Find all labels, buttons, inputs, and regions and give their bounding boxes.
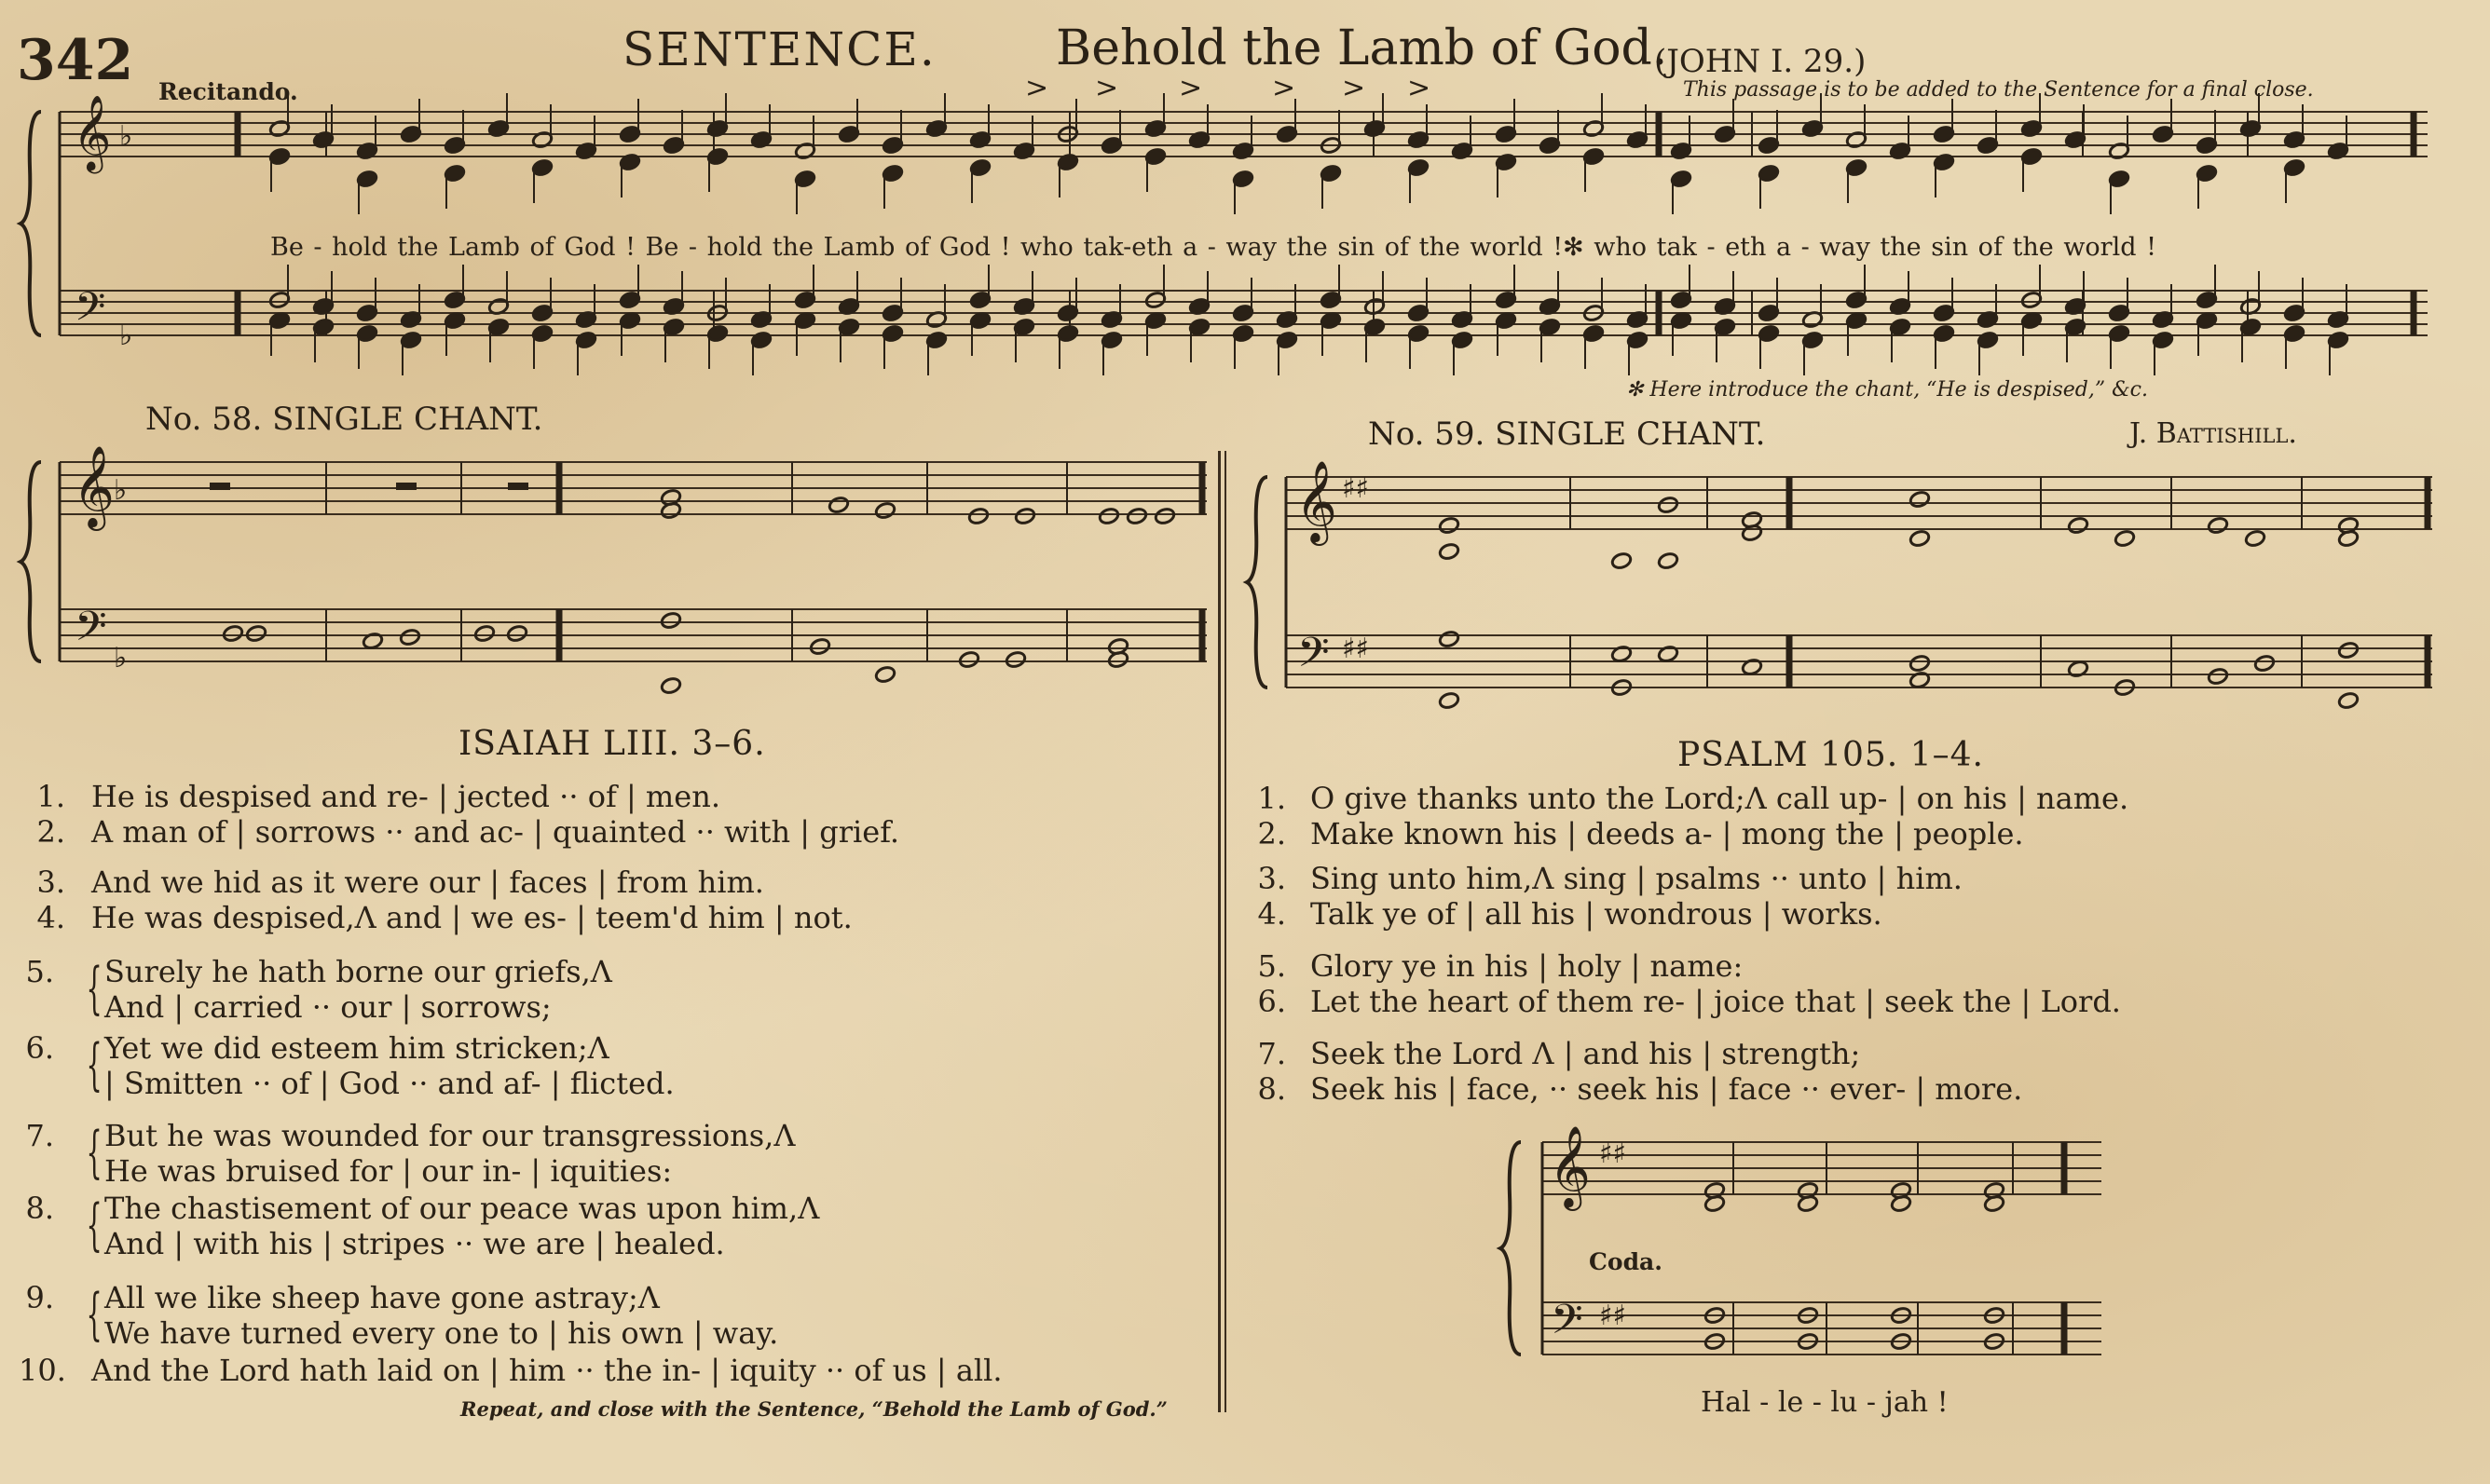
note-head bbox=[1909, 490, 1931, 509]
chant-58-verse-text: All we like sheep have gone astray;Λ bbox=[104, 1280, 660, 1315]
chant-59-verse-number: 5. bbox=[1257, 948, 1286, 984]
note-head bbox=[1438, 691, 1460, 710]
chant-58-verse-text: The chastisement of our peace was upon him,Λ bbox=[104, 1191, 820, 1226]
chant-58-heading: ISAIAH LIII. 3–6. bbox=[458, 725, 766, 763]
bass-clef: 𝄢 bbox=[1297, 628, 1330, 687]
chant-58-verse-text: Yet we did esteem him stricken;Λ bbox=[104, 1030, 609, 1066]
chant-58-verse-number: 4. bbox=[36, 900, 65, 935]
chant-59-verse-text: O give thanks unto the Lord;Λ call up- | on his | name. bbox=[1310, 781, 2129, 816]
note-head bbox=[809, 637, 831, 656]
note-head bbox=[874, 501, 896, 520]
chant-59-verse-number: 8. bbox=[1257, 1071, 1286, 1107]
note-head bbox=[245, 624, 267, 643]
chant-59-verse-number: 1. bbox=[1257, 781, 1286, 816]
chant-58-verse-number: 10. bbox=[19, 1353, 66, 1388]
chant-59-verse-number: 6. bbox=[1257, 984, 1286, 1019]
treble-clef: 𝄞 bbox=[73, 94, 112, 170]
sentence-title: SENTENCE. bbox=[622, 22, 937, 76]
note-head bbox=[1610, 551, 1633, 570]
note-head bbox=[1657, 551, 1679, 570]
chant-58-verse-text: And we hid as it were our | faces | from him. bbox=[91, 865, 764, 900]
note-head bbox=[1657, 496, 1679, 514]
bass-clef: 𝄢 bbox=[1551, 1295, 1583, 1354]
note-head bbox=[1126, 507, 1148, 525]
score-brace bbox=[21, 462, 41, 661]
chant-58-verse-text: He was bruised for | our in- | iquities: bbox=[104, 1153, 673, 1189]
sharp-sign: ♯♯ bbox=[1342, 633, 1370, 665]
chant-59-verse-text: Sing unto him,Λ sing | psalms ·· unto | him. bbox=[1310, 861, 1963, 896]
chant-59-composer: J. Battishill. bbox=[2129, 417, 2297, 450]
chant-59-verse-number: 3. bbox=[1257, 861, 1286, 896]
coda-lyric: Hal - le - lu - jah ! bbox=[1701, 1386, 1949, 1419]
chant-58-label: No. 58. SINGLE CHANT. bbox=[145, 401, 543, 438]
note-head bbox=[1909, 529, 1931, 548]
chant-58-verse-text: We have turned every one to | his own | way. bbox=[104, 1315, 779, 1351]
flat-sign: ♭ bbox=[114, 642, 128, 674]
sentence-subtitle: Behold the Lamb of God. bbox=[1056, 20, 1668, 76]
note-head bbox=[2253, 654, 2276, 673]
chant-58-verse-text: A man of | sorrows ·· and ac- | quainted ·· with | grief. bbox=[91, 814, 900, 850]
chant-58-verse-text: He is despised and re- | jected ·· of | men. bbox=[91, 779, 720, 814]
note-head bbox=[1438, 542, 1460, 561]
accent-mark: > bbox=[1179, 72, 1203, 104]
note-head bbox=[2207, 667, 2229, 686]
chant-58-verse-number: 6. bbox=[25, 1030, 54, 1066]
chant-58-verse-brace: { bbox=[86, 1192, 103, 1258]
treble-clef: 𝄞 bbox=[1295, 459, 1337, 542]
accent-mark: > bbox=[1342, 72, 1366, 104]
note-head bbox=[958, 650, 980, 669]
score-brace bbox=[1500, 1142, 1521, 1355]
chant-59-label: No. 59. SINGLE CHANT. bbox=[1368, 415, 1766, 453]
final-close-note: This passage is to be added to the Sentence for a final close. bbox=[1683, 78, 2314, 102]
tempo-marking: Recitando. bbox=[158, 78, 298, 105]
chant-59-verse-text: Make known his | deeds a- | mong the | people. bbox=[1310, 816, 2024, 851]
chant-58-verse-text: | Smitten ·· of | God ·· and af- | flicted. bbox=[104, 1066, 675, 1101]
chant-58-verse-text: And the Lord hath laid on | him ·· the in- | iquity ·· of us | all. bbox=[91, 1353, 1003, 1388]
chant-58-verse-number: 8. bbox=[25, 1191, 54, 1226]
note-head bbox=[506, 624, 528, 643]
chant-58-verse-text: He was despised,Λ and | we es- | teem'd him | not. bbox=[91, 900, 853, 935]
bass-clef: 𝄢 bbox=[75, 602, 107, 660]
note-head bbox=[1014, 507, 1036, 525]
sharp-sign: ♯♯ bbox=[1599, 1300, 1627, 1332]
accent-mark: > bbox=[1407, 72, 1431, 104]
chant-59-verse-text: Seek his | face, ·· seek his | face ·· ever- | more. bbox=[1310, 1071, 2023, 1107]
scripture-reference: (JOHN I. 29.) bbox=[1654, 43, 1867, 80]
chant-59-verse-number: 7. bbox=[1257, 1036, 1286, 1071]
note-head bbox=[222, 624, 244, 643]
note-head bbox=[874, 665, 896, 684]
rest bbox=[396, 483, 417, 490]
chant-58-verse-brace: { bbox=[86, 1282, 103, 1347]
note-head bbox=[1154, 507, 1176, 525]
treble-clef: 𝄞 bbox=[1549, 1124, 1591, 1207]
sharp-sign: ♯♯ bbox=[1599, 1137, 1627, 1170]
flat-sign: ♭ bbox=[119, 120, 133, 153]
note-head bbox=[2337, 641, 2360, 660]
chant-58-verse-number: 2. bbox=[36, 814, 65, 850]
chant-58-verse-text: Surely he hath borne our griefs,Λ bbox=[104, 954, 612, 989]
note-head bbox=[660, 611, 682, 630]
repeat-note: Repeat, and close with the Sentence, “Behold the Lamb of God.” bbox=[460, 1397, 1168, 1421]
page-number: 342 bbox=[17, 28, 134, 93]
flat-sign: ♭ bbox=[114, 474, 128, 507]
note-head bbox=[2067, 516, 2089, 535]
bass-clef: 𝄢 bbox=[75, 284, 106, 340]
chant-59-verse-text: Seek the Lord Λ | and his | strength; bbox=[1310, 1036, 1861, 1071]
chant-58-verse-number: 9. bbox=[25, 1280, 54, 1315]
chant-58-verse-number: 1. bbox=[36, 779, 65, 814]
rest bbox=[508, 483, 528, 490]
accent-mark: > bbox=[1272, 72, 1296, 104]
note-head bbox=[2337, 691, 2360, 710]
sentence-lyrics: Be - hold the Lamb of God ! Be - hold the Lamb of God ! who tak-eth a - way the sin of the world !✻ who tak - eth a - way the sin of the world ! bbox=[270, 233, 2156, 262]
chant-59-heading: PSALM 105. 1–4. bbox=[1677, 736, 1984, 774]
sentence-footnote: ✻ Here introduce the chant, “He is despised,” &c. bbox=[1626, 378, 2148, 402]
coda-label: Coda. bbox=[1589, 1248, 1662, 1275]
note-head bbox=[967, 507, 990, 525]
note-head bbox=[660, 676, 682, 695]
note-head bbox=[1438, 630, 1460, 648]
chant-58-verse-brace: { bbox=[86, 956, 103, 1021]
chant-59-verse-text: Let the heart of them re- | joice that | seek the | Lord. bbox=[1310, 984, 2121, 1019]
score-brace bbox=[21, 112, 41, 335]
chant-59-verse-text: Talk ye of | all his | wondrous | works. bbox=[1310, 896, 1882, 932]
chant-58-verse-brace: { bbox=[86, 1032, 103, 1097]
note-head bbox=[1438, 516, 1460, 535]
flat-sign: ♭ bbox=[119, 320, 133, 352]
rest bbox=[210, 483, 230, 490]
treble-clef: 𝄞 bbox=[73, 444, 115, 527]
chant-58-verse-text: And | carried ·· our | sorrows; bbox=[104, 989, 552, 1025]
chant-58-verse-number: 3. bbox=[36, 865, 65, 900]
chant-58-verse-number: 7. bbox=[25, 1118, 54, 1153]
chant-59-verse-text: Glory ye in his | holy | name: bbox=[1310, 948, 1744, 984]
chant-58-verse-text: And | with his | stripes ·· we are | healed. bbox=[104, 1226, 725, 1261]
note-head bbox=[2244, 529, 2266, 548]
chant-59-verse-number: 2. bbox=[1257, 816, 1286, 851]
note-head bbox=[828, 496, 850, 514]
accent-mark: > bbox=[1095, 72, 1119, 104]
sharp-sign: ♯♯ bbox=[1342, 472, 1370, 505]
note-head bbox=[473, 624, 496, 643]
column-divider bbox=[1218, 451, 1226, 1412]
accent-mark: > bbox=[1025, 72, 1049, 104]
score-brace bbox=[1247, 477, 1267, 688]
note-head bbox=[2207, 516, 2229, 535]
note-head bbox=[2114, 529, 2136, 548]
note-head bbox=[399, 628, 421, 647]
chant-58-verse-brace: { bbox=[86, 1120, 103, 1185]
note-head bbox=[1098, 507, 1120, 525]
chant-59-verse-number: 4. bbox=[1257, 896, 1286, 932]
note-head bbox=[1005, 650, 1027, 669]
chant-58-verse-text: But he was wounded for our transgressions,Λ bbox=[104, 1118, 796, 1153]
note-head bbox=[1909, 654, 1931, 673]
chant-58-verse-number: 5. bbox=[25, 954, 54, 989]
